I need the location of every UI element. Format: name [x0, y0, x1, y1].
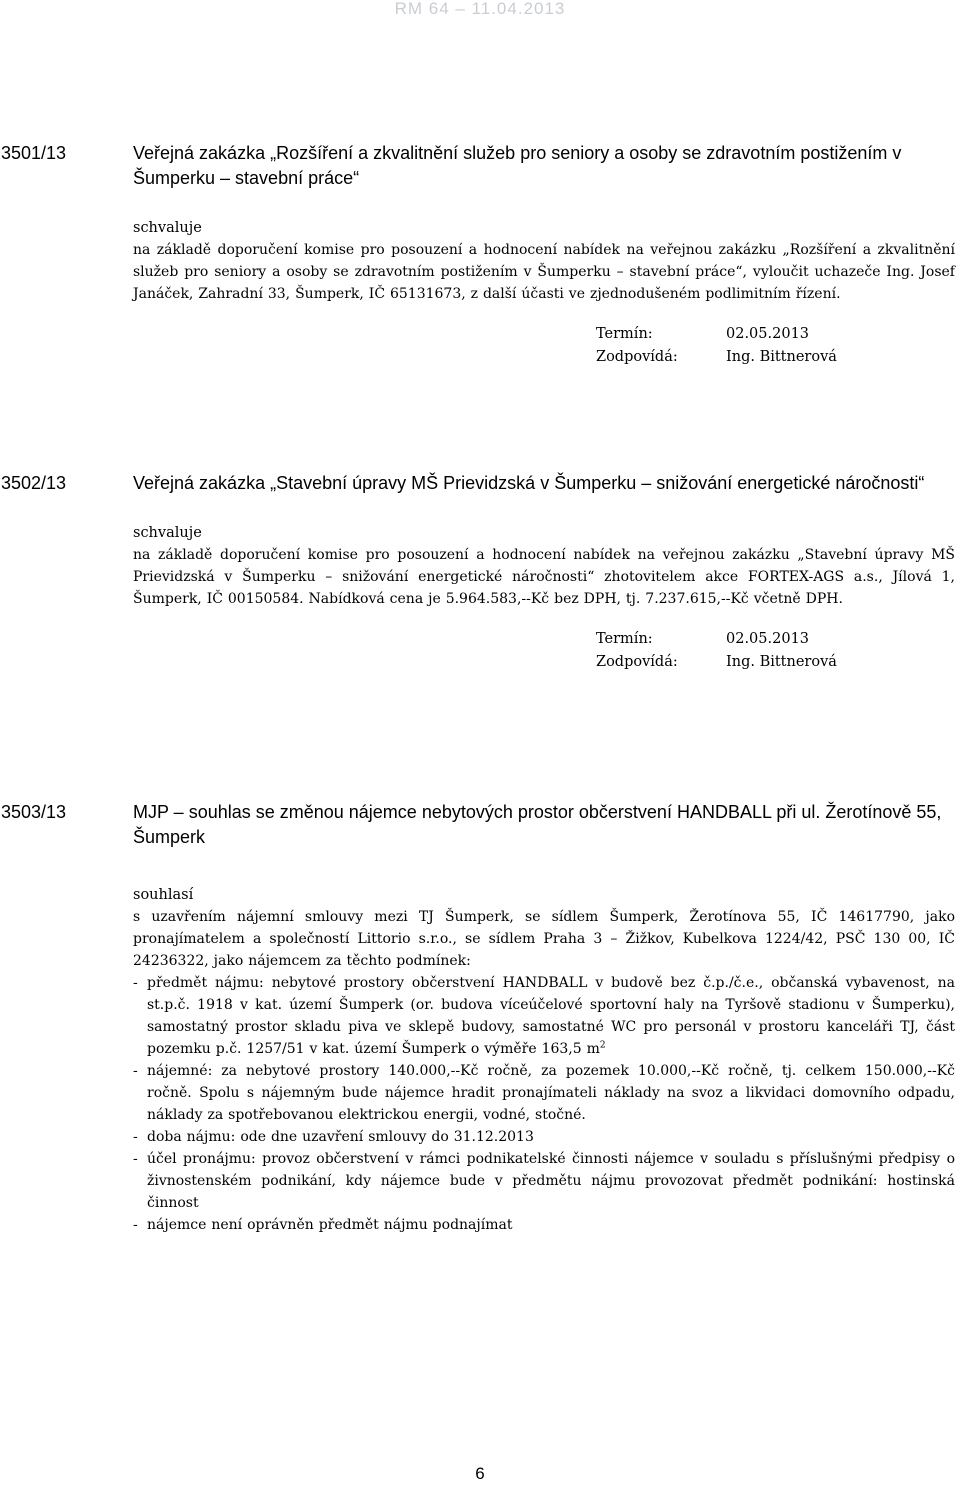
- deadline-value: 02.05.2013: [726, 631, 810, 647]
- condition-item: [133, 1214, 955, 1236]
- list-dash: -: [133, 1129, 138, 1145]
- resolution-content: [133, 471, 955, 674]
- superscript: 2: [599, 1040, 606, 1051]
- responsible-value: Ing. Bittnerová: [726, 654, 837, 670]
- resolution-title: MJP – souhlas se změnou nájemce nebytových prostor občerstvení HANDBALL při ul. Žerotínově 55, Šumperk: [133, 802, 942, 847]
- condition-item: [133, 972, 955, 1060]
- list-dash: -: [133, 975, 138, 991]
- condition-text: účel pronájmu: provoz občerstvení v rámci podnikatelské činnosti nájemce v souladu s příslušnými předpisy o živnostenském podnikání, kdy nájemce bude v předmětu nájmu provozovat předmět podnikání: hostinská činnost: [147, 1151, 955, 1211]
- deadline-label: Termín:: [596, 326, 653, 342]
- resolution-meta: [596, 628, 955, 674]
- list-dash: -: [133, 1217, 138, 1233]
- deadline-label: Termín:: [596, 631, 653, 647]
- condition-item: [133, 1060, 955, 1126]
- resolution-number: 3502/13: [1, 473, 67, 493]
- responsible-value: Ing. Bittnerová: [726, 349, 837, 365]
- page-number: 6: [475, 1464, 485, 1483]
- condition-item: [133, 1148, 955, 1214]
- responsible-label: Zodpovídá:: [596, 349, 678, 365]
- condition-item: [133, 1126, 955, 1148]
- list-dash: -: [133, 1063, 138, 1079]
- deadline-value: 02.05.2013: [726, 326, 810, 342]
- resolution-text: s uzavřením nájemní smlouvy mezi TJ Šumperk, se sídlem Šumperk, Žerotínova 55, IČ 14617790, jako pronajímatelem a společností Littorio s.r.o., se sídlem Praha 3 – Žižkov, Kubelkova 1224/42, PSČ 130 00, IČ 24236322, jako nájemcem za těchto podmínek:: [133, 909, 955, 969]
- resolution-title: Veřejná zakázka „Rozšíření a zkvalitnění služeb pro seniory a osoby se zdravotním postižením v Šumperku – stavební práce“: [133, 143, 902, 188]
- resolution-verb: schvaluje: [133, 525, 202, 541]
- condition-text: nájemce není oprávněn předmět nájmu podnajímat: [147, 1217, 513, 1233]
- conditions-list: [133, 972, 955, 1236]
- list-dash: -: [133, 1151, 138, 1167]
- resolution-text: na základě doporučení komise pro posouzení a hodnocení nabídek na veřejnou zakázku „Rozšíření a zkvalitnění služeb pro seniory a osoby se zdravotním postižením v Šumperku – stavební práce“, vyloučit uchazeče Ing. Josef Janáček, Zahradní 33, Šumperk, IČ 65131673, z další účasti ve zjednodušeném podlimitním řízení.: [133, 242, 955, 302]
- resolution-content: [133, 800, 955, 1236]
- resolution-title: Veřejná zakázka „Stavební úpravy MŠ Prievidzská v Šumperku – snižování energetické náročnosti“: [133, 473, 925, 493]
- resolution-meta: [596, 323, 955, 369]
- resolution-number: 3501/13: [1, 143, 67, 163]
- condition-text: doba nájmu: ode dne uzavření smlouvy do 31.12.2013: [147, 1129, 534, 1145]
- resolution-number: 3503/13: [1, 802, 67, 822]
- resolution-verb: schvaluje: [133, 220, 202, 236]
- resolution-content: [133, 141, 955, 369]
- page-header: RM 64 – 11.04.2013: [394, 0, 566, 18]
- resolution-text: na základě doporučení komise pro posouzení a hodnocení nabídek na veřejnou zakázku „Stavební úpravy MŠ Prievidzská v Šumperku – snižování energetické náročnosti“ zhotovitelem akce FORTEX-AGS a.s., Jílová 1, Šumperk, IČ 00150584. Nabídková cena je 5.964.583,--Kč bez DPH, tj. 7.237.615,--Kč včetně DPH.: [133, 547, 955, 607]
- resolution-verb: souhlasí: [133, 887, 194, 903]
- condition-text: nájemné: za nebytové prostory 140.000,--Kč ročně, za pozemek 10.000,--Kč ročně, tj. celkem 150.000,--Kč ročně. Spolu s nájemným bude nájemce hradit pronajímateli náklady na svoz a likvidaci domovního odpadu, náklady za spotřebovanou elektrickou energii, vodné, stočné.: [147, 1063, 955, 1123]
- condition-text: předmět nájmu: nebytové prostory občerstvení HANDBALL v budově bez č.p./č.e., občanská vybavenost, na st.p.č. 1918 v kat. území Šumperk (or. budova víceúčelové sportovní haly na Tyršově stadionu v Šumperku), samostatný prostor skladu piva ve sklepě budovy, samostatné WC pro personál v prostoru kanceláři TJ, část pozemku p.č. 1257/51 v kat. území Šumperk o výměře 163,5 m: [147, 975, 955, 1057]
- responsible-label: Zodpovídá:: [596, 654, 678, 670]
